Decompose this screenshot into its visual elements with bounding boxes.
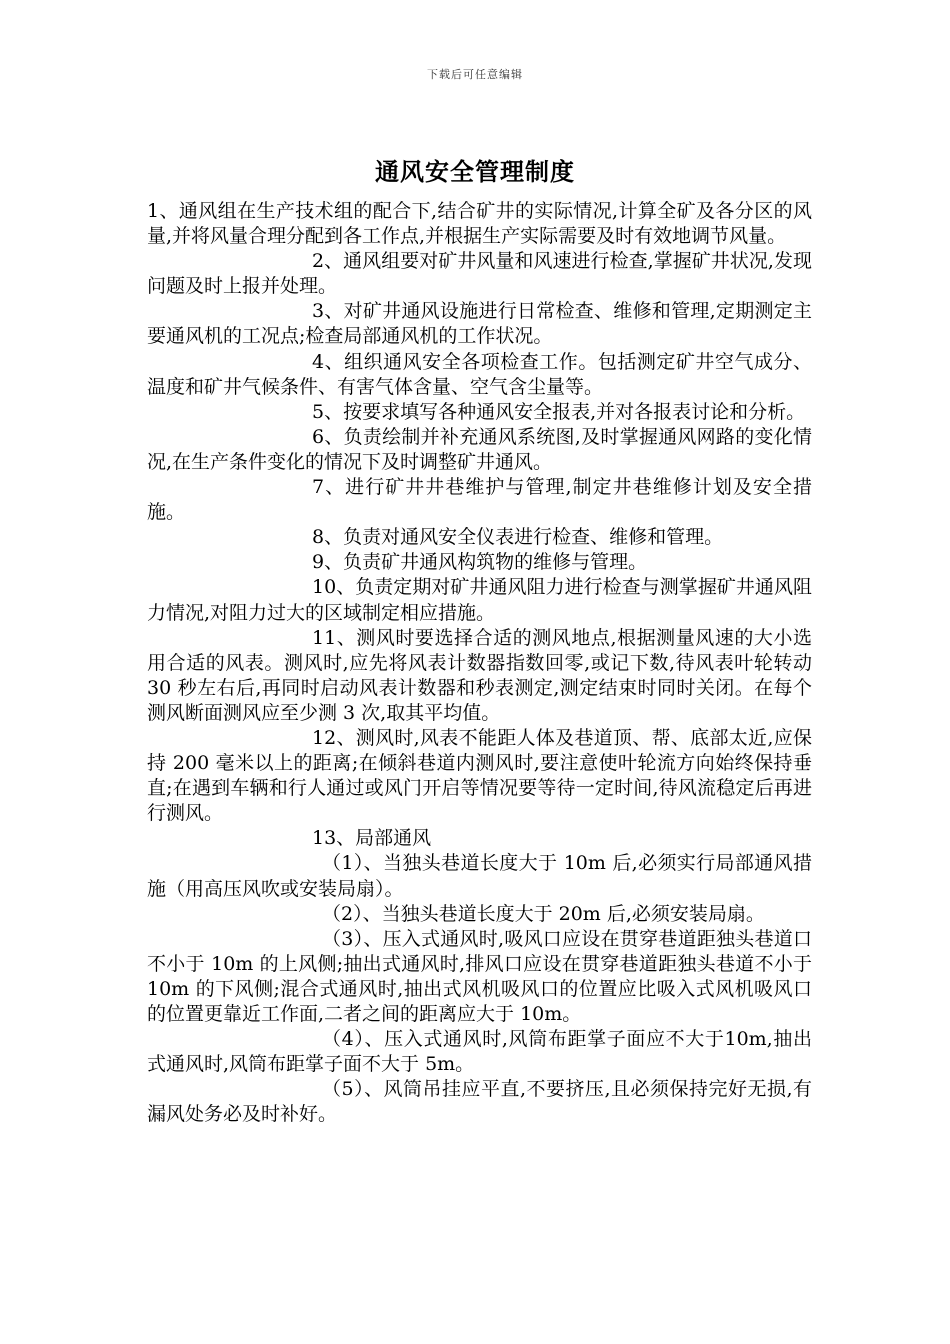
sub-item-4: （4）、压入式通风时,风筒布距掌子面应不大于10m,抽出式通风时,风筒布距掌子面不大于 5m。: [147, 1028, 812, 1076]
sub-item-2: （2）、当独头巷道长度大于 20m 后,必须安装局扇。: [322, 902, 765, 925]
sub-item-3: （3）、压入式通风时,吸风口应设在贯穿巷道距独头巷道口不小于 10m 的上风侧;抽出式通风时,排风口应设在贯穿巷道距独头巷道不小于 10m 的下风侧;混合式通风时,抽出式风机吸风口的位置应比吸入式风机吸风口的位置更靠近工作面,二者之间的距离应大于 10m。: [147, 927, 812, 1025]
paragraph-2: 2、通风组要对矿井风量和风速进行检查,掌握矿井状况,发现问题及时上报并处理。: [147, 250, 812, 298]
sub-item-1: （1）、当独头巷道长度大于 10m 后,必须实行局部通风措施（用高压风吹或安装局扇）。: [147, 852, 812, 900]
paragraph-7: 7、进行矿井井巷维护与管理,制定井巷维修计划及安全措施。: [147, 476, 812, 524]
paragraph-10: 10、负责定期对矿井通风阻力进行检查与测掌握矿井通风阻力情况,对阻力过大的区域制定相应措施。: [147, 576, 812, 624]
paragraph-5: 5、按要求填写各种通风安全报表,并对各报表讨论和分析。: [312, 400, 806, 423]
sub-item-5: （5）、风筒吊挂应平直,不要挤压,且必须保持完好无损,有漏风处务必及时补好。: [147, 1078, 812, 1126]
paragraph-11: 11、测风时要选择合适的测风地点,根据测量风速的大小选用合适的风表。测风时,应先将风表计数器指数回零,或记下数,待风表叶轮转动 30 秒左右后,再同时启动风表计数器和秒表测定,测定结束时同时关闭。在每个测风断面测风应至少测 3 次,取其平均值。: [147, 626, 812, 724]
paragraph-6: 6、负责绘制并补充通风系统图,及时掌握通风网路的变化情况,在生产条件变化的情况下及时调整矿井通风。: [147, 425, 812, 473]
paragraph-13: 13、局部通风: [312, 827, 432, 850]
paragraph-12: 12、测风时,风表不能距人体及巷道顶、帮、底部太近,应保持 200 毫米以上的距离;在倾斜巷道内测风时,要注意使叶轮流方向始终保持垂直;在遇到车辆和行人通过或风门开启等情况要等待一定时间,待风流稳定后再进行测风。: [147, 726, 812, 825]
paragraph-3: 3、对矿井通风设施进行日常检查、维修和管理,定期测定主要通风机的工况点;检查局部通风机的工作状况。: [147, 300, 812, 348]
document-title: 通风安全管理制度: [375, 158, 575, 186]
paragraph-1: 1、通风组在生产技术组的配合下,结合矿井的实际情况,计算全矿及各分区的风量,并将风量合理分配到各工作点,并根据生产实际需要及时有效地调节风量。: [147, 200, 812, 248]
paragraph-9: 9、负责矿井通风构筑物的维修与管理。: [312, 551, 648, 574]
document-body: [147, 199, 812, 1127]
paragraph-8: 8、负责对通风安全仪表进行检查、维修和管理。: [312, 526, 724, 549]
paragraph-4: 4、组织通风安全各项检查工作。包括测定矿井空气成分、温度和矿井气候条件、有害气体含量、空气含尘量等。: [147, 350, 812, 398]
header-note: 下载后可任意编辑: [427, 68, 523, 81]
